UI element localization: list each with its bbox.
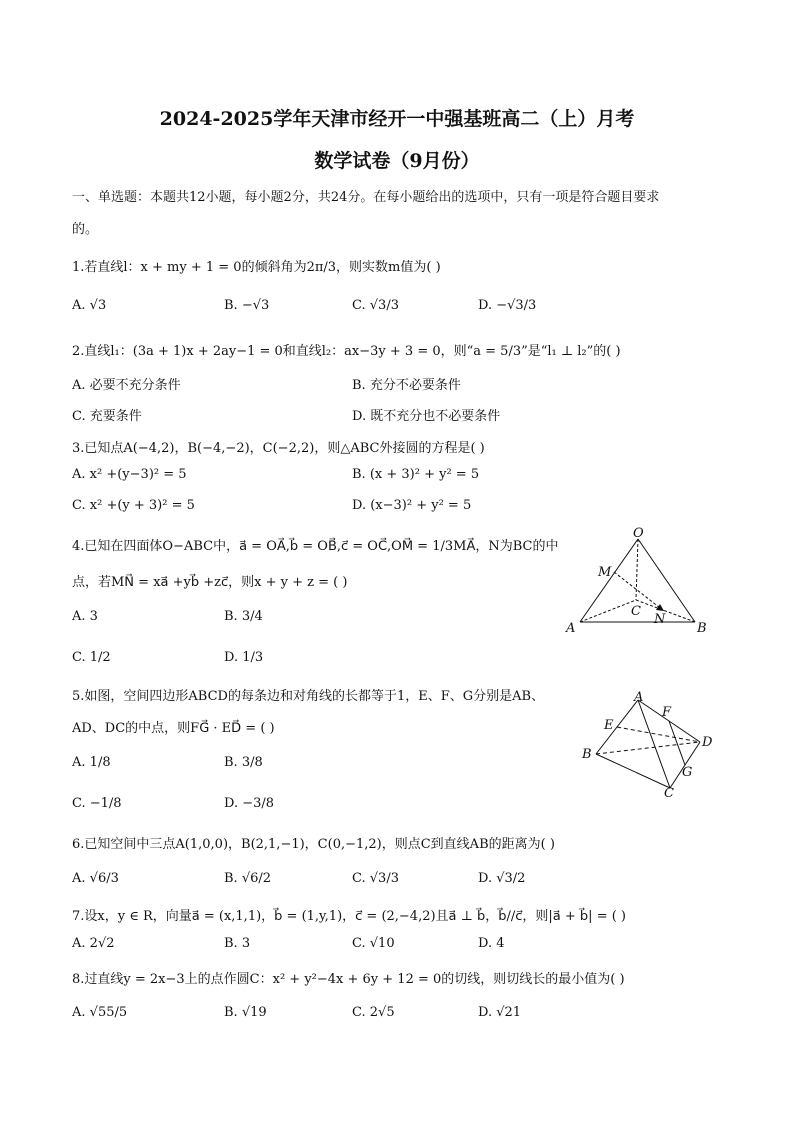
label-b: B xyxy=(582,747,592,762)
question-5-stem-line2: AD、DC的中点，则FG⃗ · ED⃗ = ( ) xyxy=(72,721,275,736)
question-4-option-b: B. 3/4 xyxy=(224,609,263,624)
question-2-stem: 2.直线l₁：(3a + 1)x + 2ay−1 = 0和直线l₂：ax−3y + 3 = 0，则“a = 5/3”是“l₁ ⊥ l₂”的( ) xyxy=(72,344,621,359)
question-5-stem-line1: 5.如图，空间四边形ABCD的每条边和对角线的长都等于1，E、F、G分别是AB、 xyxy=(72,689,545,704)
question-4-option-d: D. 1/3 xyxy=(224,650,264,665)
question-4-stem-line2: 点，若MN⃗ = xa⃗ +yb⃗ +zc⃗，则x + y + z = ( ) xyxy=(72,575,348,590)
question-1-option-d: D. −√3/3 xyxy=(478,298,537,313)
question-5-option-d: D. −3/8 xyxy=(224,796,275,811)
question-6-option-d: D. √3/2 xyxy=(478,871,526,886)
question-8-option-a: A. √55/5 xyxy=(72,1005,128,1020)
section-heading-line2: 的。 xyxy=(72,222,99,237)
question-1-stem: 1.若直线l：x + my + 1 = 0的倾斜角为2π/3，则实数m值为( ) xyxy=(72,260,441,275)
question-6-option-c: C. √3/3 xyxy=(352,871,399,886)
question-7-option-c: C. √10 xyxy=(352,936,395,951)
label-e: E xyxy=(604,718,614,733)
label-a: A xyxy=(634,690,644,705)
question-3-option-d: D. (x−3)² + y² = 5 xyxy=(352,498,472,513)
question-3-option-c: C. x² +(y + 3)² = 5 xyxy=(72,498,195,513)
section-heading-line1: 一、单选题：本题共12小题，每小题2分，共24分。在每小题给出的选项中，只有一项是符合题目要求 xyxy=(72,190,660,205)
space-quadrilateral-abcd-figure xyxy=(578,688,728,800)
question-3-option-b: B. (x + 3)² + y² = 5 xyxy=(352,467,480,482)
question-6-stem: 6.已知空间中三点A(1,0,0)，B(2,1,−1)，C(0,−1,2)，则点C到直线AB的距离为( ) xyxy=(72,837,555,852)
question-8-option-d: D. √21 xyxy=(478,1005,522,1020)
question-3-option-a: A. x² +(y−3)² = 5 xyxy=(72,467,187,482)
question-2-option-d: D. 既不充分也不必要条件 xyxy=(352,409,501,424)
exam-subtitle: 数学试卷（9月份） xyxy=(314,150,480,172)
label-g: G xyxy=(682,765,693,780)
label-c: C xyxy=(664,786,674,800)
question-5-option-c: C. −1/8 xyxy=(72,796,122,811)
question-4-stem-line1: 4.已知在四面体O−ABC中，a⃗ = OA⃗,b⃗ = OB⃗,c⃗ = OC⃗,OM⃗ = 1/3MA⃗，N为BC的中 xyxy=(72,539,559,554)
question-1-option-a: A. √3 xyxy=(72,298,107,313)
question-6-option-a: A. √6/3 xyxy=(72,871,119,886)
label-b: B xyxy=(697,621,707,636)
question-5-option-b: B. 3/8 xyxy=(224,755,263,770)
label-f: F xyxy=(662,705,672,720)
question-2-option-a: A. 必要不充分条件 xyxy=(72,378,181,393)
question-4-option-c: C. 1/2 xyxy=(72,650,111,665)
question-8-option-b: B. √19 xyxy=(224,1005,267,1020)
label-d: D xyxy=(702,735,713,750)
question-6-option-b: B. √6/2 xyxy=(224,871,272,886)
question-7-stem: 7.设x，y ∈ R，向量a⃗ = (x,1,1)，b⃗ = (1,y,1)，c⃗ = (2,−4,2)且a⃗ ⊥ b⃗，b⃗//c⃗，则|a⃗ + b⃗| = ( ) xyxy=(72,909,626,924)
exam-title: 2024-2025学年天津市经开一中强基班高二（上）月考 xyxy=(159,108,635,130)
question-4-option-a: A. 3 xyxy=(72,609,98,624)
label-c: C xyxy=(631,604,641,619)
question-7-option-b: B. 3 xyxy=(224,936,251,951)
question-3-stem: 3.已知点A(−4,2)，B(−4,−2)，C(−2,2)，则△ABC外接圆的方程是( ) xyxy=(72,441,485,456)
label-m: M xyxy=(598,565,612,580)
label-a: A xyxy=(566,621,576,636)
question-1-option-c: C. √3/3 xyxy=(352,298,399,313)
label-n: N xyxy=(654,612,666,627)
tetrahedron-oabc-figure xyxy=(560,525,720,640)
question-8-option-c: C. 2√5 xyxy=(352,1005,395,1020)
question-7-option-a: A. 2√2 xyxy=(72,936,115,951)
question-5-option-a: A. 1/8 xyxy=(72,755,111,770)
question-2-option-c: C. 充要条件 xyxy=(72,409,142,424)
question-2-option-b: B. 充分不必要条件 xyxy=(352,378,461,393)
question-1-option-b: B. −√3 xyxy=(224,298,270,313)
question-8-stem: 8.过直线y = 2x−3上的点作圆C：x² + y²−4x + 6y + 12 = 0的切线，则切线长的最小值为( ) xyxy=(72,972,625,987)
question-7-option-d: D. 4 xyxy=(478,936,505,951)
label-o: O xyxy=(633,526,644,541)
